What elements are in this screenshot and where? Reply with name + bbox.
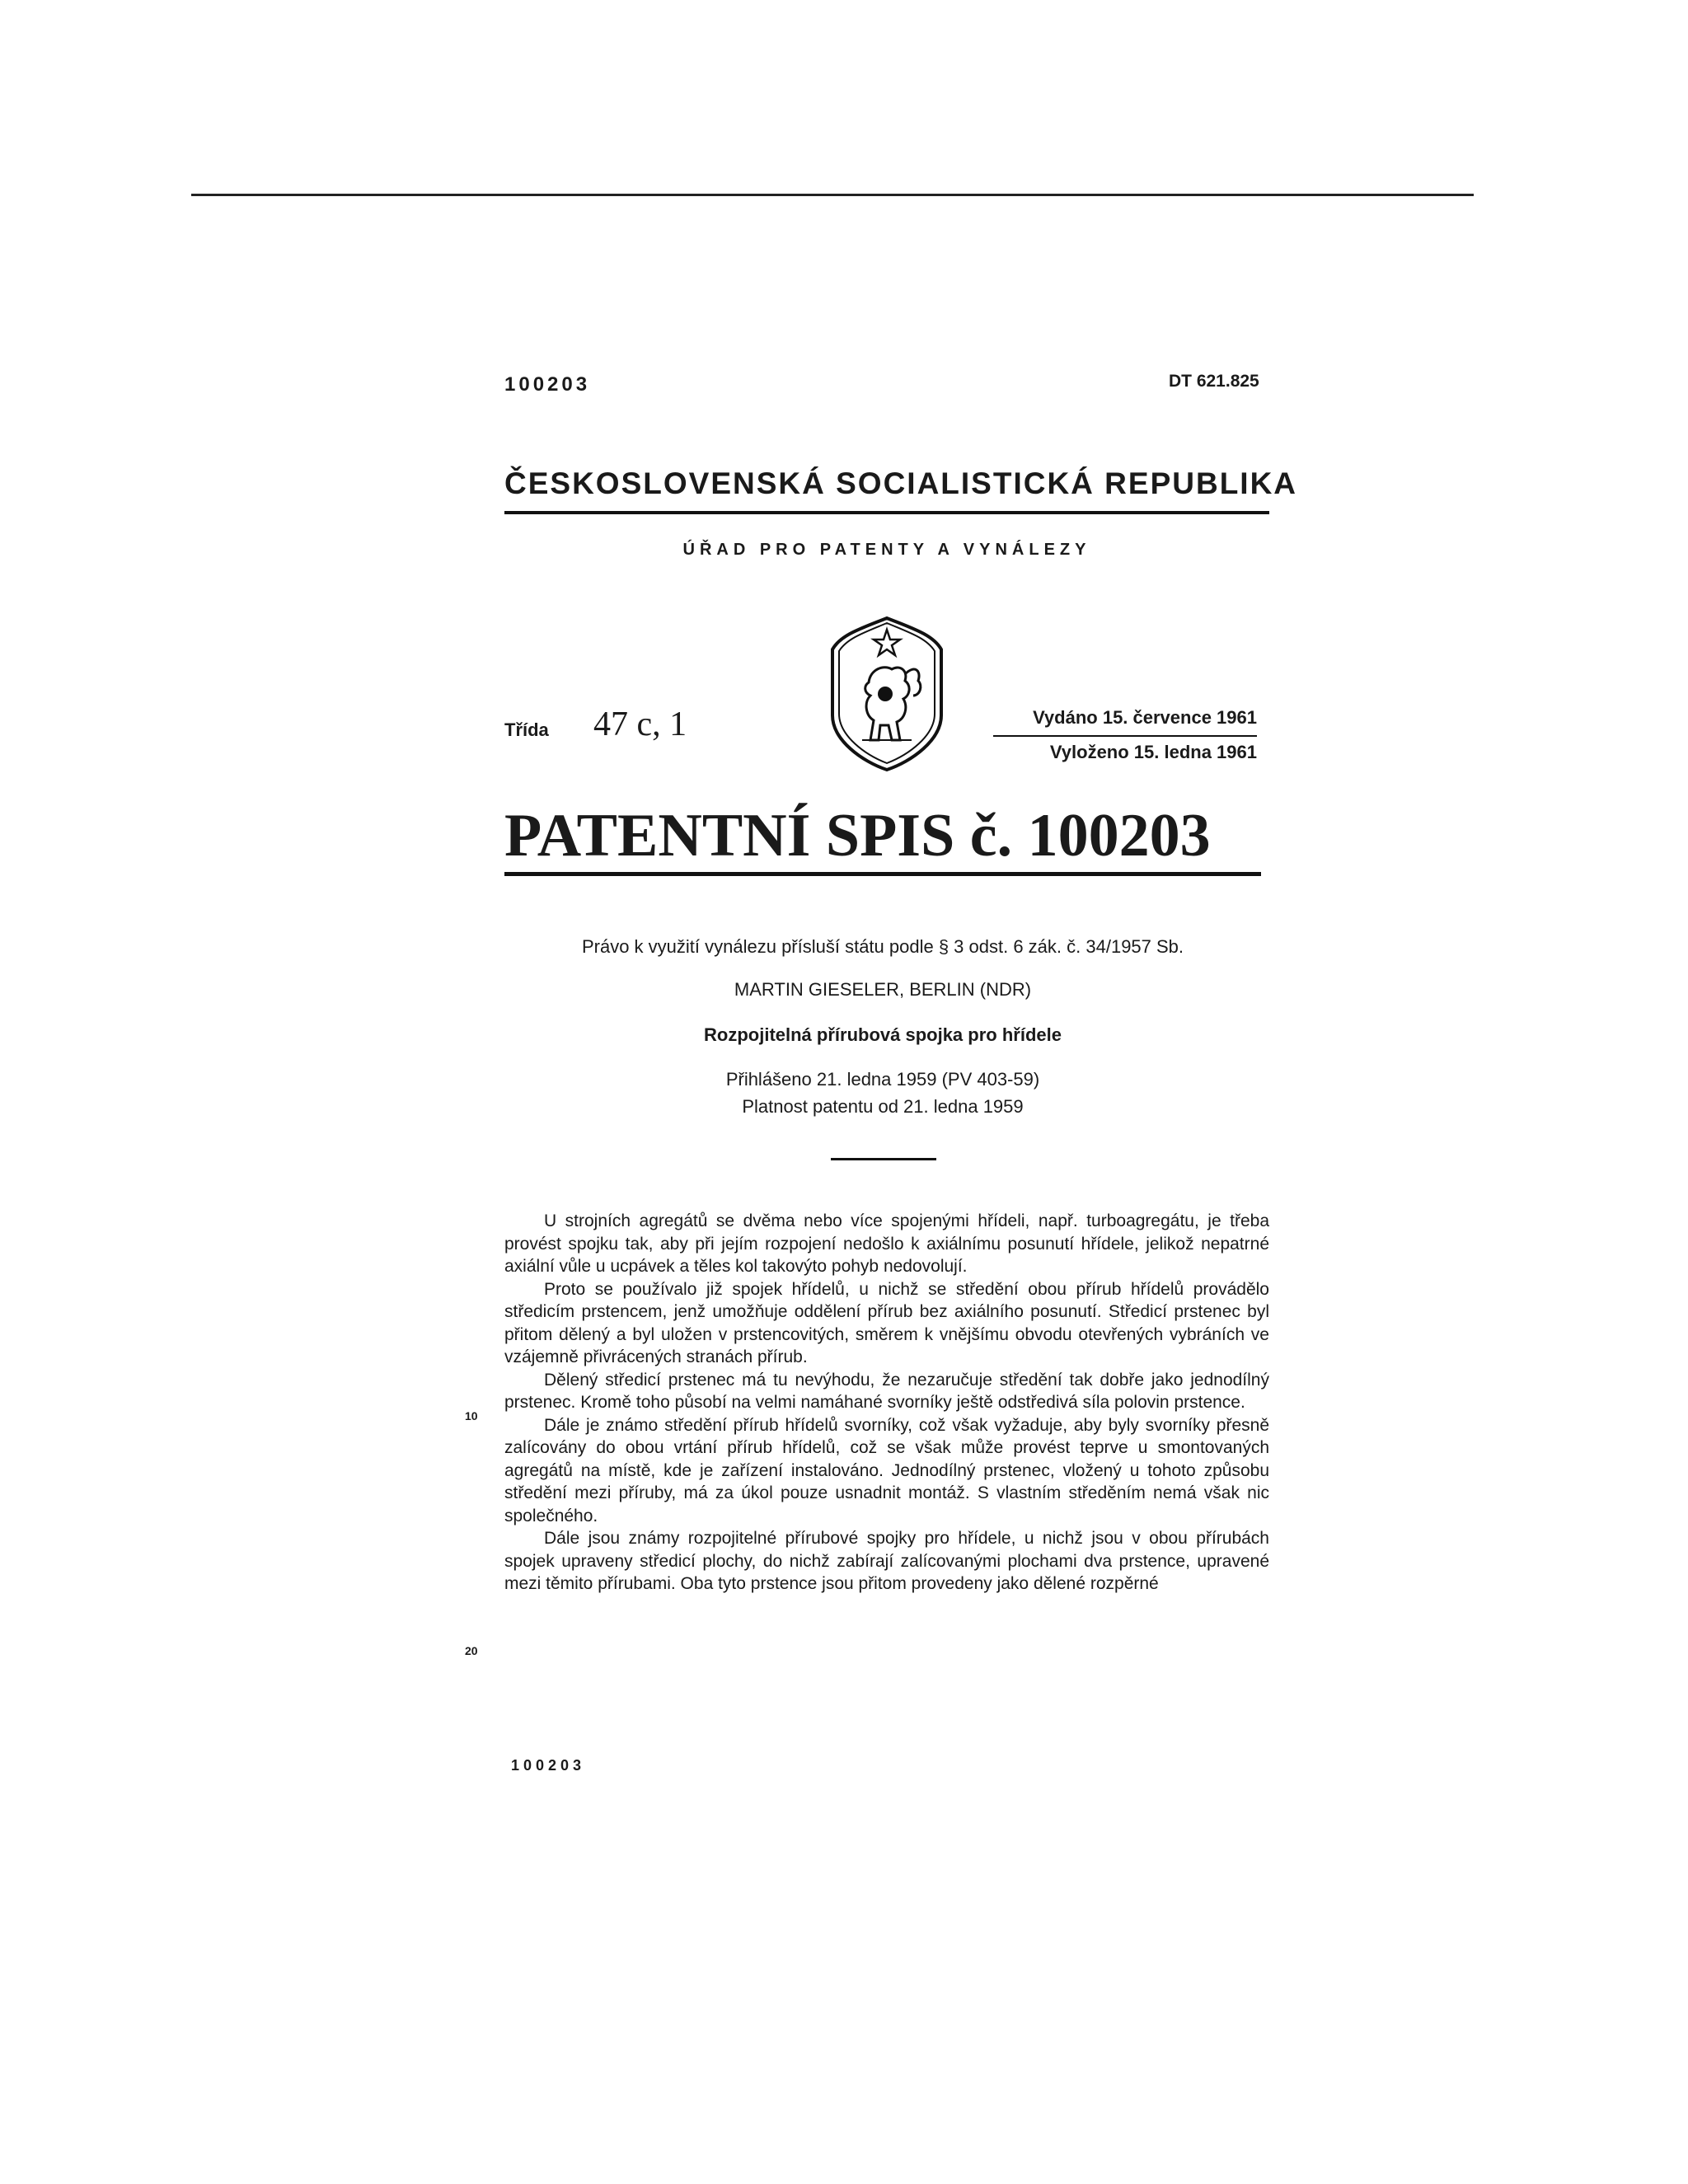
validity-info: Platnost patentu od 21. ledna 1959: [742, 1096, 1024, 1117]
filing-info: Přihlášeno 21. ledna 1959 (PV 403-59): [725, 1069, 1040, 1090]
document-number: 100203: [504, 373, 591, 396]
class-label: Třída: [504, 719, 549, 740]
page-footer-mark: 100203: [511, 1757, 586, 1774]
date-divider: [993, 735, 1257, 737]
issued-date: Vydáno 15. července 1961: [1033, 707, 1257, 728]
patent-title: PATENTNÍ SPIS č. 100203: [504, 802, 1211, 869]
state-name-heading: ČESKOSLOVENSKÁ SOCIALISTICKÁ REPUBLIKA: [504, 466, 1298, 500]
patent-office-name: ÚŘAD PRO PATENTY A VYNÁLEZY: [682, 541, 1091, 559]
line-number: 10: [465, 1409, 478, 1422]
published-date: Vyloženo 15. ledna 1961: [1049, 742, 1257, 762]
section-divider: [831, 1158, 936, 1160]
invention-title: Rozpojitelná přírubová spojka pro hřídele: [704, 1024, 1062, 1045]
header-rule: [504, 511, 1269, 514]
patent-body-text: [504, 1210, 1269, 1596]
body-paragraph: Dále jsou známy rozpojitelné přírubové spojky pro hřídele, u nichž jsou v obou přírubách spojek upraveny středicí plochy, do nichž zabírají zalícovanými plochami dva prstence, upravené mezi těmito přírubami. Oba tyto prstence jsou přitom provedeny jako dělené rozpěrné: [504, 1529, 1269, 1593]
class-value: 47 c, 1: [593, 705, 687, 743]
inventor-name: MARTIN GIESELER, BERLIN (NDR): [734, 979, 1032, 1000]
line-number: 20: [465, 1644, 478, 1657]
body-paragraph: Dělený středicí prstenec má tu nevýhodu, že nezaručuje středění tak dobře jako jednodílný prstenec. Kromě toho působí na velmi namáhané svorníky ještě odstředivá síla polovin prstence.: [504, 1370, 1269, 1412]
title-rule: [504, 872, 1261, 876]
rights-statement: Právo k využití vynálezu přísluší státu podle § 3 odst. 6 zák. č. 34/1957 Sb.: [581, 936, 1184, 957]
czechoslovak-coat-of-arms-icon: [829, 616, 945, 771]
body-paragraph: Dále je známo středění přírub hřídelů svorníky, což však vyžaduje, aby byly svorníky přesně zalícovány do obou vrtání přírub hřídelů, což se však může provést teprve u smontovaných agregátů na místě, kde je zařízení instalováno. Jednodílný prstenec, vložený u tohoto způsobu středění mezi příruby, má za úkol pouze usnadnit montáž. S vlastním středěním nemá však nic společného.: [504, 1415, 1269, 1526]
body-paragraph: U strojních agregátů se dvěma nebo více spojenými hřídeli, např. turboagregátu, je třeba provést spojku tak, aby při jejím rozpojení nedošlo k axiálnímu posunutí hřídele, jelikož nepatrné axiální vůle u ucpávek a těles kol takovýto pohyb nedovolují.: [504, 1212, 1269, 1276]
body-paragraph: Proto se používalo již spojek hřídelů, u nichž se středění obou přírub hřídelů provádělo středicím prstencem, jenž umožňuje oddělení přírub bez axiálního posunutí. Středicí prstenec byl přitom dělený a byl uložen v prstencovitých, směrem k vnějšímu obvodu otevřených vybráních ve vzájemně přivrácených stranách přírub.: [504, 1279, 1269, 1366]
page-top-rule: [191, 194, 1474, 196]
dt-classification-code: DT 621.825: [1169, 372, 1259, 391]
